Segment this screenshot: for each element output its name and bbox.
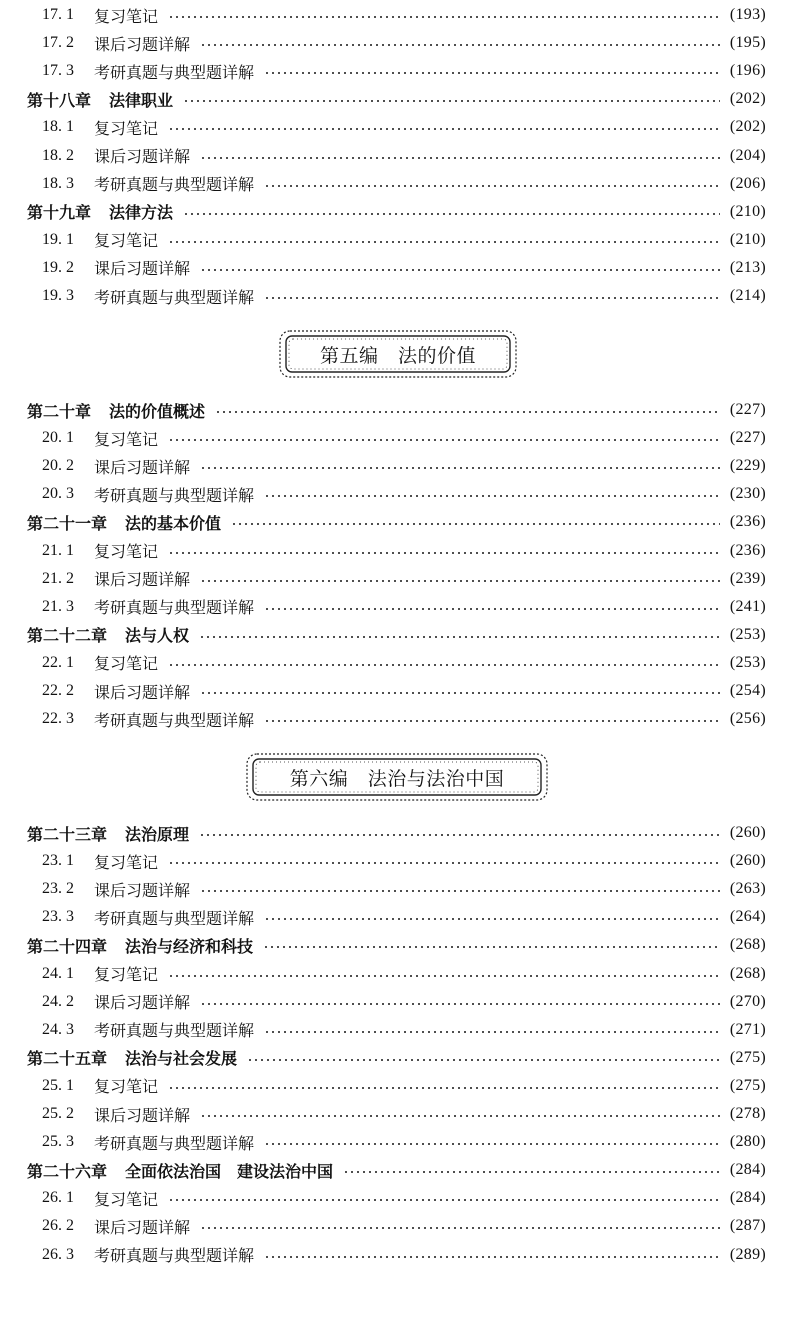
section-entry [0, 142, 790, 170]
dot-leader [264, 1256, 720, 1258]
chapter-entry [0, 396, 790, 424]
dot-leader [247, 1059, 720, 1061]
entry-number: 21. 1 [42, 541, 74, 559]
part-title: 第六编 法治与法治中国 [289, 767, 505, 790]
entry-title: 复习笔记 [94, 118, 159, 138]
dot-leader [199, 636, 720, 638]
entry-title: 课后习题详解 [94, 880, 191, 900]
page-number: (213) [729, 258, 766, 276]
entry-number: 20. 2 [42, 457, 74, 475]
entry-title: 考研真题与典型题详解 [94, 1246, 255, 1265]
dot-leader [264, 918, 720, 920]
page-number: (253) [729, 653, 766, 671]
page-number: (254) [729, 682, 766, 699]
entry-title: 课后习题详解 [94, 457, 191, 477]
entry-number: 22. 2 [42, 682, 74, 699]
entry-title: 课后习题详解 [94, 993, 191, 1013]
entry-title: 复习笔记 [94, 1077, 159, 1097]
section-entry [0, 593, 790, 621]
entry-number: 18. 3 [42, 174, 74, 192]
section-entry [0, 847, 790, 875]
entry-number: 26. 3 [42, 1245, 74, 1263]
page-number: (275) [729, 1076, 766, 1094]
section-entry [0, 1, 790, 29]
section-entry [0, 677, 790, 705]
section-entry [0, 903, 790, 931]
entry-number: 23. 3 [42, 908, 74, 926]
entry-number: 19. 2 [42, 258, 74, 276]
entry-number: 第二十一章 [27, 513, 108, 533]
dot-leader [264, 185, 720, 187]
section-entry [0, 29, 790, 57]
entry-title: 考研真题与典型题详解 [94, 175, 255, 195]
page-number: (278) [729, 1105, 766, 1122]
section-entry [0, 424, 790, 452]
section-entry [0, 649, 790, 677]
entry-number: 第二十六章 [27, 1161, 108, 1181]
entry-number: 17. 2 [42, 34, 74, 52]
dot-leader [264, 1031, 720, 1033]
entry-title: 考研真题与典型题详解 [94, 62, 255, 82]
page-number: (260) [729, 824, 766, 841]
page-number: (229) [729, 457, 766, 475]
part-banner-5 [277, 328, 519, 380]
dot-leader [200, 157, 720, 159]
entry-title: 法与人权 [125, 626, 190, 646]
entry-number: 26. 2 [42, 1217, 74, 1235]
section-entry [0, 113, 790, 141]
dot-leader [168, 439, 720, 441]
dot-leader [200, 269, 720, 271]
entry-number: 19. 1 [42, 230, 74, 248]
dot-leader [264, 72, 720, 74]
entry-number: 20. 1 [42, 429, 74, 447]
section-entry [0, 1212, 790, 1240]
section-entry [0, 988, 790, 1016]
section-entry [0, 1100, 790, 1128]
page-number: (193) [729, 6, 766, 23]
page-number: (270) [729, 992, 766, 1010]
entry-number: 22. 1 [42, 653, 74, 671]
page-number: (256) [729, 710, 766, 728]
entry-number: 19. 3 [42, 287, 74, 304]
entry-title: 课后习题详解 [94, 259, 191, 279]
entry-title: 全面依法治国 建设法治中国 [125, 1161, 334, 1181]
dot-leader [200, 580, 720, 582]
section-entry [0, 282, 790, 310]
entry-number: 18. 2 [42, 146, 74, 164]
chapter-entry [0, 1044, 790, 1072]
entry-title: 课后习题详解 [94, 682, 191, 702]
dot-leader [168, 862, 720, 864]
page-number: (202) [729, 118, 766, 136]
page-number: (284) [729, 1189, 766, 1207]
dot-leader [168, 664, 720, 666]
dot-leader [183, 213, 720, 215]
dot-leader [168, 975, 720, 977]
entry-title: 复习笔记 [94, 654, 159, 674]
page-number: (280) [729, 1133, 766, 1151]
entry-title: 课后习题详解 [94, 1105, 191, 1125]
dot-leader [200, 1003, 720, 1005]
entry-title: 复习笔记 [94, 1189, 159, 1209]
section-entry [0, 705, 790, 733]
dot-leader [200, 692, 720, 694]
part-banner-6 [244, 751, 550, 803]
entry-number: 23. 1 [42, 852, 74, 870]
page-number: (202) [729, 90, 766, 108]
page-number: (210) [729, 202, 766, 220]
entry-title: 复习笔记 [94, 6, 159, 26]
entry-number: 第二十四章 [27, 936, 108, 956]
section-entry [0, 452, 790, 480]
page-number: (271) [729, 1020, 766, 1038]
page-number: (236) [729, 513, 766, 531]
entry-number: 25. 1 [42, 1076, 74, 1094]
entry-number: 26. 1 [42, 1189, 74, 1207]
dot-leader [215, 411, 720, 413]
section-entry [0, 1016, 790, 1044]
entry-title: 法治与经济和科技 [125, 936, 254, 956]
dot-leader [168, 128, 720, 130]
page-number: (268) [729, 964, 766, 982]
entry-number: 21. 2 [42, 569, 74, 587]
entry-number: 20. 3 [42, 485, 74, 503]
dot-leader [168, 552, 720, 554]
section-entry [0, 1072, 790, 1100]
entry-number: 24. 3 [42, 1020, 74, 1038]
dot-leader [264, 495, 720, 497]
entry-number: 第二十三章 [27, 824, 108, 844]
dot-leader [200, 890, 720, 892]
section-entry [0, 537, 790, 565]
entry-number: 第二十章 [27, 401, 92, 421]
dot-leader [168, 1087, 720, 1089]
dot-leader [200, 44, 720, 46]
chapter-entry [0, 621, 790, 649]
entry-title: 考研真题与典型题详解 [94, 287, 255, 307]
dot-leader [263, 946, 720, 948]
dot-leader [200, 467, 720, 469]
entry-number: 23. 2 [42, 880, 74, 898]
entry-number: 18. 1 [42, 118, 74, 136]
dot-leader [264, 720, 720, 722]
chapter-entry [0, 931, 790, 959]
entry-number: 24. 2 [42, 992, 74, 1010]
page-number: (289) [729, 1245, 766, 1263]
entry-number: 第二十五章 [27, 1049, 108, 1069]
section-entry [0, 1241, 790, 1269]
section-entry [0, 480, 790, 508]
dot-leader [264, 297, 720, 299]
entry-number: 第十九章 [27, 203, 92, 223]
entry-title: 法的基本价值 [125, 513, 222, 533]
entry-number: 25. 3 [42, 1133, 74, 1151]
dot-leader [343, 1171, 720, 1173]
entry-title: 法治与社会发展 [125, 1049, 238, 1069]
page-number: (230) [729, 485, 766, 503]
page-number: (227) [729, 429, 766, 447]
entry-title: 考研真题与典型题详解 [94, 598, 255, 618]
entry-title: 法治原理 [125, 824, 190, 844]
dot-leader [264, 608, 720, 610]
section-entry [0, 1184, 790, 1212]
entry-number: 第二十二章 [27, 626, 108, 646]
chapter-entry [0, 1156, 790, 1184]
entry-number: 25. 2 [42, 1105, 74, 1122]
entry-title: 课后习题详解 [94, 570, 191, 590]
entry-title: 考研真题与典型题详解 [94, 1021, 255, 1041]
page-number: (227) [729, 401, 766, 418]
page-number: (236) [729, 541, 766, 559]
section-entry [0, 875, 790, 903]
entry-number: 21. 3 [42, 597, 74, 615]
chapter-entry [0, 85, 790, 113]
page-number: (239) [729, 569, 766, 587]
entry-title: 法的价值概述 [109, 401, 206, 421]
page-number: (275) [729, 1048, 766, 1066]
page-number: (268) [729, 936, 766, 954]
dot-leader [200, 1227, 720, 1229]
entry-title: 课后习题详解 [94, 34, 191, 54]
dot-leader [200, 1115, 720, 1117]
page-number: (263) [729, 880, 766, 898]
page-number: (253) [729, 625, 766, 643]
section-entry [0, 254, 790, 282]
section-entry [0, 226, 790, 254]
entry-title: 考研真题与典型题详解 [94, 1133, 255, 1153]
entry-title: 复习笔记 [94, 429, 159, 449]
dot-leader [168, 16, 720, 18]
page-number: (195) [729, 34, 766, 52]
page-number: (284) [729, 1161, 766, 1179]
part-title: 第五编 法的价值 [319, 344, 476, 367]
entry-title: 课后习题详解 [94, 1217, 191, 1237]
dot-leader [168, 241, 720, 243]
page-number: (210) [729, 230, 766, 248]
dot-leader [183, 100, 720, 102]
page-number: (196) [729, 62, 766, 80]
entry-title: 复习笔记 [94, 965, 159, 984]
entry-title: 复习笔记 [94, 542, 159, 561]
dot-leader [231, 523, 720, 525]
entry-number: 17. 1 [42, 6, 74, 23]
chapter-entry [0, 508, 790, 536]
section-entry [0, 565, 790, 593]
entry-title: 考研真题与典型题详解 [94, 485, 255, 505]
entry-title: 法律方法 [109, 203, 174, 223]
entry-number: 17. 3 [42, 62, 74, 80]
page-number: (204) [729, 146, 766, 164]
page-number: (206) [729, 174, 766, 192]
entry-title: 复习笔记 [94, 231, 159, 251]
section-entry [0, 1128, 790, 1156]
dot-leader [168, 1199, 720, 1201]
entry-title: 法律职业 [109, 90, 174, 110]
section-entry [0, 170, 790, 198]
chapter-entry [0, 819, 790, 847]
page-number: (214) [729, 287, 766, 304]
dot-leader [264, 1143, 720, 1145]
page-number: (287) [729, 1217, 766, 1235]
entry-title: 课后习题详解 [94, 147, 191, 166]
page-number: (264) [729, 908, 766, 926]
entry-title: 复习笔记 [94, 852, 159, 872]
dot-leader [199, 834, 720, 836]
chapter-entry [0, 198, 790, 226]
page-number: (241) [729, 597, 766, 615]
entry-title: 考研真题与典型题详解 [94, 908, 255, 928]
section-entry [0, 960, 790, 988]
entry-number: 22. 3 [42, 710, 74, 728]
entry-number: 第十八章 [27, 90, 92, 110]
section-entry [0, 57, 790, 85]
page-number: (260) [729, 852, 766, 870]
entry-title: 考研真题与典型题详解 [94, 710, 255, 730]
entry-number: 24. 1 [42, 964, 74, 982]
